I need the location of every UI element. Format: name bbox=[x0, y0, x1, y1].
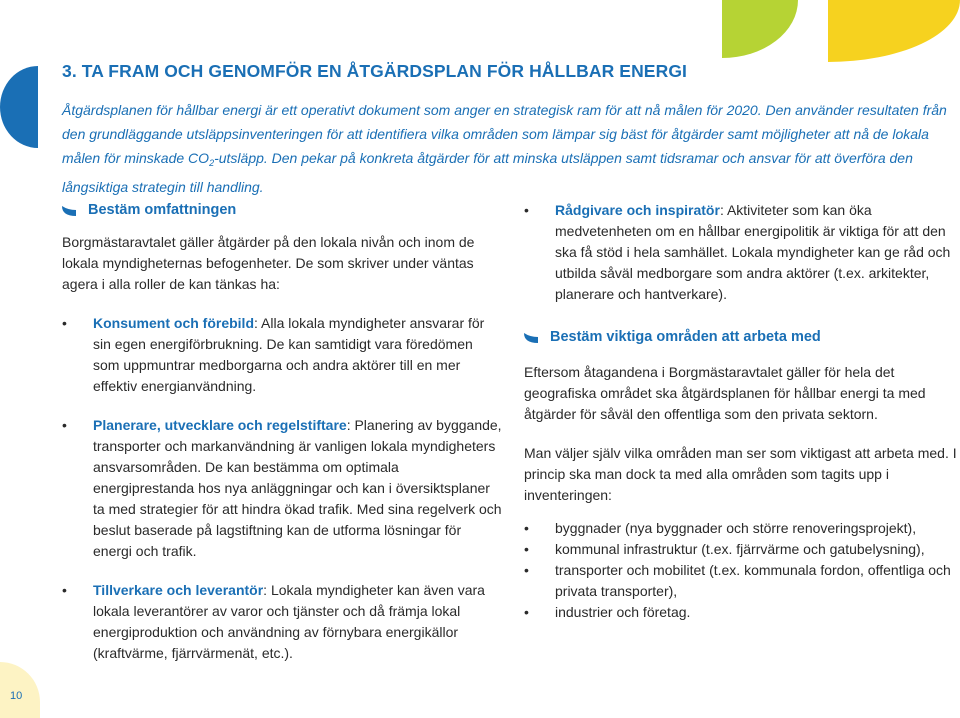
list-item: • byggnader (nya byggnader och större renoveringsprojekt), bbox=[524, 518, 958, 539]
roles-list-continued bbox=[524, 200, 958, 305]
leaf-bullet-icon bbox=[524, 333, 538, 343]
list-item: • Planerare, utvecklare och regelstiftare: Planering av byggande, transporter och markanvändning är vanligen lokala myndigheters ansvarsområden. De kan bestämma om optimala energiprestanda hos nya anläggningar och kan i översiktsplaner ta med strategier för att hindra ökad trafik. Med sina regelverk och beslut baserade på lagstiftning kan de utforma lösningar för energi och trafik. bbox=[62, 415, 502, 562]
list-item: • transporter och mobilitet (t.ex. kommunala fordon, offentliga och privata transporter), bbox=[524, 560, 958, 602]
section-heading-scope: Bestäm omfattningen bbox=[62, 200, 502, 221]
green-leaf-shape bbox=[722, 0, 798, 58]
right-column bbox=[524, 200, 958, 623]
page-title: 3. TA FRAM OCH GENOMFÖR EN ÅTGÄRDSPLAN FÖR HÅLLBAR ENERGI bbox=[62, 61, 687, 81]
areas-list bbox=[524, 518, 958, 623]
page-number: 10 bbox=[10, 690, 23, 702]
blue-side-shape bbox=[0, 66, 38, 148]
yellow-leaf-shape bbox=[828, 0, 960, 62]
areas-paragraph-2: Man väljer själv vilka områden man ser som viktigast att arbeta med. I princip ska man dock ta med alla områden som tagits upp i inventeringen: bbox=[524, 445, 957, 503]
list-item: • Rådgivare och inspiratör: Aktiviteter som kan öka medvetenheten om en hållbar energipolitik är viktiga för att den ska få stöd i hela samhället. Lokala myndigheter kan ge råd och utbilda såväl medborgare som andra aktörer (t.ex. arkitekter, planerare och hantverkare). bbox=[524, 200, 958, 305]
roles-list bbox=[62, 313, 502, 664]
areas-paragraph-1: Eftersom åtagandena i Borgmästaravtalet gäller för hela det geografiska området ska åtgärdsplanen för hållbar energi ta med åtgärder för såväl den offentliga som den privata sektorn. bbox=[524, 364, 926, 422]
section-heading-areas: Bestäm viktiga områden att arbeta med bbox=[524, 327, 958, 348]
page-number-tab bbox=[0, 662, 40, 718]
scope-paragraph: Borgmästaravtalet gäller åtgärder på den lokala nivån och inom de lokala myndigheternas befogenheter. De som skriver under väntas agera i alla roller de kan tänkas ha: bbox=[62, 234, 475, 292]
intro-paragraph: Åtgärdsplanen för hållbar energi är ett operativt dokument som anger en strategisk ram för att nå målen för 2020. Den använder resultaten från den grundläggande utsläppsinventeringen för att identifiera vilka områden som lämpar sig bäst för åtgärder samt möjligheter att nå de lokala målen för minskade $CO_2$-utsläpp. Den pekar på konkreta åtgärder för att minska utsläppen samt tidsramar och ansvar för att överföra den långsiktiga strategin till handling. bbox=[62, 102, 947, 195]
list-item: • industrier och företag. bbox=[524, 602, 958, 623]
leaf-bullet-icon bbox=[62, 206, 76, 216]
list-item: • Konsument och förebild: Alla lokala myndigheter ansvarar för sin egen energiförbrukning. De kan samtidigt vara föredömen som uppmuntrar medborgarna och andra aktörer till en mer effektiv energianvändning. bbox=[62, 313, 502, 397]
list-item: • Tillverkare och leverantör: Lokala myndigheter kan även vara lokala leverantörer av varor och tjänster och då främja lokal energiproduktion och användning av förnybara energikällor (kraftvärme, fjärrvärmenät, etc.). bbox=[62, 580, 502, 664]
list-item: • kommunal infrastruktur (t.ex. fjärrvärme och gatubelysning), bbox=[524, 539, 958, 560]
left-column bbox=[62, 200, 502, 664]
